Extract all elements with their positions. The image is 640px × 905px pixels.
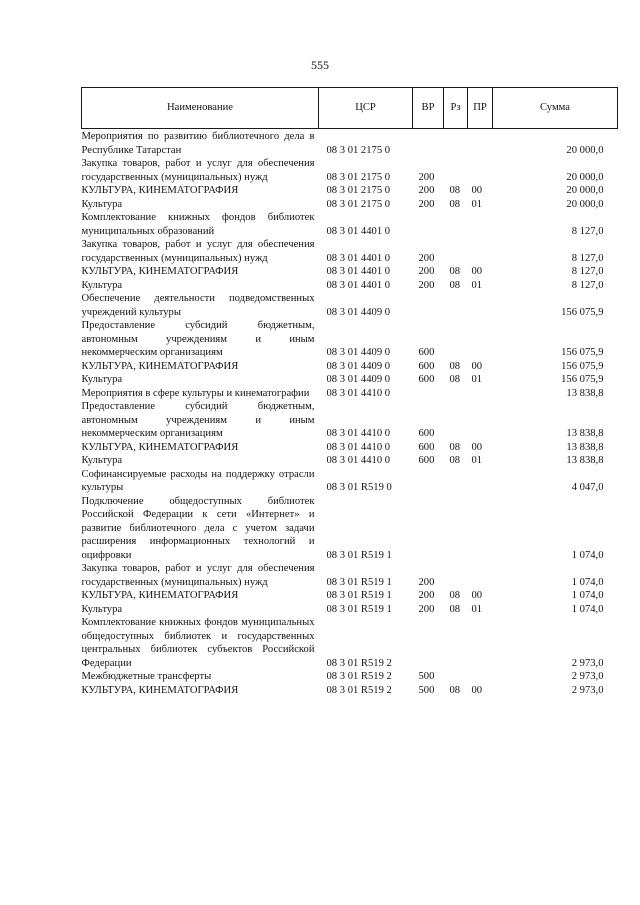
cell-name: Закупка товаров, работ и услуг для обеспечения государственных (муниципальных) нужд [81,239,315,264]
cell-csr: 08 3 01 4401 0 [326,266,391,277]
cell-csr: 08 3 01 R519 2 [326,657,392,669]
cell-vr: 600 [418,374,435,385]
table-body [82,129,618,698]
cell-name: КУЛЬТУРА, КИНЕМАТОГРАФИЯ [81,360,239,372]
cell-name: Культура [81,198,123,210]
cell-name: КУЛЬТУРА, КИНЕМАТОГРАФИЯ [81,590,239,601]
cell-rz: 08 [449,590,461,601]
cell-rz [444,562,468,589]
cell-sum: 8 127,0 [571,266,604,277]
cell-rz: 08 [449,374,461,385]
table-row [82,238,618,265]
cell-vr: 200 [418,603,435,615]
cell-vr: 200 [418,576,435,588]
cell-name: Софинансируемые расходы на поддержку отрасли культуры [81,468,315,493]
cell-vr: 200 [418,266,435,277]
cell-sum: 13 838,8 [566,455,604,466]
cell-name: КУЛЬТУРА, КИНЕМАТОГРАФИЯ [81,185,239,196]
cell-csr: 08 3 01 R519 1 [326,603,392,615]
table-row [82,441,618,455]
cell-rz [444,238,468,265]
table-row [82,198,618,212]
table-row [82,603,618,617]
cell-sum: 13 838,8 [566,441,604,453]
cell-name: КУЛЬТУРА, КИНЕМАТОГРАФИЯ [81,684,239,696]
cell-vr: 200 [418,279,435,291]
cell-name: Мероприятия по развитию библиотечного дела в Республике Татарстан [81,131,315,156]
cell-rz [444,211,468,238]
cell-vr [413,387,444,401]
cell-csr: 08 3 01 4409 0 [326,306,391,318]
cell-rz: 08 [449,360,461,372]
table-row [82,589,618,603]
cell-pr [468,129,493,158]
budget-table [81,87,618,697]
cell-csr: 08 3 01 4409 0 [326,347,391,358]
cell-vr [413,495,444,563]
table-row [82,265,618,279]
cell-name: Культура [81,374,123,385]
cell-pr [468,616,493,670]
cell-pr: 00 [471,266,483,277]
table-row [82,319,618,360]
cell-vr: 500 [418,671,435,682]
cell-pr [468,319,493,360]
cell-name: Комплектование книжных фондов библиотек муниципальных образований [81,212,315,237]
cell-pr: 00 [471,441,483,453]
cell-vr: 200 [418,185,435,196]
cell-name: Культура [81,603,123,615]
cell-name: Закупка товаров, работ и услуг для обеспечения государственных (муниципальных) нужд [81,563,315,588]
cell-rz [444,387,468,401]
cell-name: Межбюджетные трансферты [81,671,212,682]
cell-sum: 156 075,9 [561,374,604,385]
cell-sum: 8 127,0 [571,252,604,264]
cell-sum: 1 074,0 [571,603,604,615]
cell-csr: 08 3 01 4401 0 [326,225,391,237]
table-row [82,184,618,198]
cell-vr: 200 [418,252,435,264]
header-rz: Рз [444,88,468,129]
cell-pr [468,670,493,684]
cell-vr: 200 [418,171,435,183]
page-number: 555 [311,58,329,72]
cell-csr: 08 3 01 2175 0 [326,144,391,156]
cell-csr: 08 3 01 R519 1 [326,576,392,588]
cell-sum: 1 074,0 [571,590,604,601]
cell-vr: 600 [418,455,435,466]
cell-csr: 08 3 01 2175 0 [326,185,391,196]
cell-sum: 20 000,0 [566,198,604,210]
cell-vr: 500 [418,684,435,696]
cell-sum: 20 000,0 [566,171,604,183]
cell-vr: 600 [418,428,435,439]
header-vr: ВР [413,88,444,129]
cell-csr: 08 3 01 4410 0 [326,441,391,453]
cell-sum: 13 838,8 [566,428,604,439]
cell-vr: 200 [418,590,435,601]
cell-rz: 08 [449,441,461,453]
cell-pr: 01 [471,198,483,210]
cell-vr: 600 [418,347,435,358]
header-name: Наименование [82,88,319,129]
cell-csr: 08 3 01 R519 0 [326,482,392,493]
cell-vr [413,292,444,319]
cell-csr: 08 3 01 R519 1 [326,549,392,561]
cell-rz [444,157,468,184]
cell-rz [444,129,468,158]
cell-name: Предоставление субсидий бюджетным, автономным учреждениям и иным некоммерческим организациям [81,320,315,358]
table-row [82,292,618,319]
cell-sum: 2 973,0 [571,684,604,696]
cell-csr: 08 3 01 R519 2 [326,671,392,682]
table-row [82,495,618,563]
cell-name: Комплектование книжных фондов муниципальных общедоступных библиотек и государственных центральных библиотек субъектов Российской Федерации [81,617,315,669]
cell-sum: 4 047,0 [571,482,604,493]
cell-pr: 01 [471,374,483,385]
cell-name: КУЛЬТУРА, КИНЕМАТОГРАФИЯ [81,441,239,453]
cell-pr: 00 [471,590,483,601]
cell-vr [413,129,444,158]
cell-sum: 156 075,9 [561,360,604,372]
cell-vr: 600 [418,441,435,453]
cell-sum: 1 074,0 [571,549,604,561]
table-row [82,373,618,387]
cell-pr [468,211,493,238]
table-row [82,684,618,698]
table-row [82,670,618,684]
cell-name: Подключение общедоступных библиотек Российской Федерации к сети «Интернет» и развитие библиотечного дела с учетом задачи расширения информационных технологий и оцифровки [81,495,315,561]
table-row [82,387,618,401]
cell-rz [444,319,468,360]
cell-pr [468,562,493,589]
cell-pr [468,400,493,441]
cell-rz [444,616,468,670]
cell-pr: 00 [471,185,483,196]
cell-rz: 08 [449,266,461,277]
cell-csr: 08 3 01 4410 0 [326,455,391,466]
cell-rz: 08 [449,198,461,210]
cell-rz: 08 [449,603,461,615]
table-row [82,360,618,374]
cell-sum: 1 074,0 [571,576,604,588]
table-row [82,468,618,495]
cell-sum: 2 973,0 [571,671,604,682]
table-row [82,454,618,468]
cell-rz [444,400,468,441]
cell-pr: 00 [471,360,483,372]
cell-pr: 01 [471,455,483,466]
cell-pr [468,157,493,184]
cell-vr: 200 [418,198,435,210]
table-header [82,88,618,129]
cell-sum: 13 838,8 [566,387,604,399]
cell-sum: 156 075,9 [561,347,604,358]
cell-rz: 08 [449,185,461,196]
cell-pr [468,238,493,265]
cell-rz [444,468,468,495]
cell-rz: 08 [449,455,461,466]
cell-pr [468,468,493,495]
table-row [82,279,618,293]
cell-sum: 156 075,9 [561,306,604,318]
cell-pr: 01 [471,603,483,615]
header-pr: ПР [468,88,493,129]
header-sum: Сумма [493,88,618,129]
cell-pr [468,495,493,563]
cell-rz [444,495,468,563]
header-csr: ЦСР [319,88,413,129]
cell-csr: 08 3 01 2175 0 [326,171,391,183]
cell-csr: 08 3 01 R519 1 [326,590,392,601]
cell-csr: 08 3 01 2175 0 [326,198,391,210]
cell-name: Мероприятия в сфере культуры и кинематографии [81,387,310,399]
cell-pr: 01 [471,279,483,291]
cell-name: Предоставление субсидий бюджетным, автономным учреждениям и иным некоммерческим организациям [81,401,315,439]
cell-sum: 2 973,0 [571,657,604,669]
cell-name: Культура [81,455,123,466]
cell-csr: 08 3 01 4410 0 [326,428,391,439]
cell-rz [444,670,468,684]
cell-name: КУЛЬТУРА, КИНЕМАТОГРАФИЯ [81,266,239,277]
table-row [82,616,618,670]
cell-vr [413,616,444,670]
table-row [82,211,618,238]
cell-pr [468,292,493,319]
cell-vr: 600 [418,360,435,372]
cell-csr: 08 3 01 R519 2 [326,684,392,696]
cell-name: Обеспечение деятельности подведомственных учреждений культуры [81,293,315,318]
table-row [82,129,618,158]
table-row [82,400,618,441]
cell-csr: 08 3 01 4409 0 [326,374,391,385]
cell-csr: 08 3 01 4401 0 [326,279,391,291]
cell-pr: 00 [471,684,483,696]
cell-csr: 08 3 01 4401 0 [326,252,391,264]
cell-vr [413,468,444,495]
cell-rz: 08 [449,684,461,696]
cell-vr [413,211,444,238]
cell-name: Культура [81,279,123,291]
cell-rz: 08 [449,279,461,291]
cell-pr [468,387,493,401]
cell-csr: 08 3 01 4409 0 [326,360,391,372]
cell-rz [444,292,468,319]
cell-sum: 8 127,0 [571,225,604,237]
cell-sum: 20 000,0 [566,185,604,196]
table-row [82,562,618,589]
cell-sum: 20 000,0 [566,144,604,156]
cell-csr: 08 3 01 4410 0 [326,387,391,399]
table-row [82,157,618,184]
cell-sum: 8 127,0 [571,279,604,291]
cell-name: Закупка товаров, работ и услуг для обеспечения государственных (муниципальных) нужд [81,158,315,183]
